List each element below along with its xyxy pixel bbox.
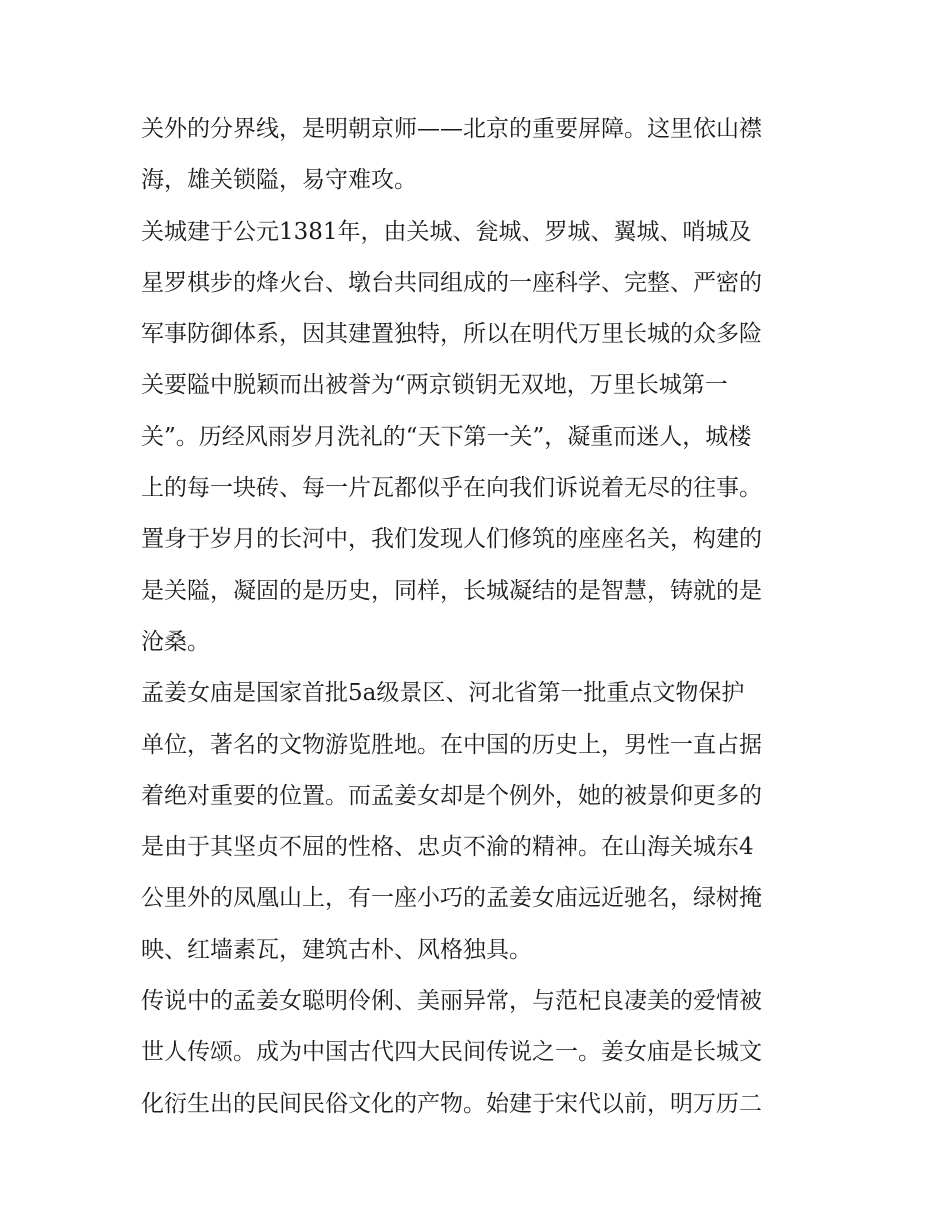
text-line: 是关隘，凝固的是历史，同样，长城凝结的是智慧，铸就的是 (141, 577, 762, 604)
text-line: 着绝对重要的位置。而孟姜女却是个例外，她的被景仰更多的 (141, 782, 762, 809)
text-line: 沧桑。 (141, 628, 210, 655)
text-line: 世人传颂。成为中国古代四大民间传说之一。姜女庙是长城文 (141, 1039, 762, 1066)
text-line: 公里外的凤凰山上，有一座小巧的孟姜女庙远近驰名，绿树掩 (141, 885, 762, 912)
text-line: 孟姜女庙是国家首批5a级景区、河北省第一批重点文物保护 (141, 680, 745, 707)
text-line: 星罗棋步的烽火台、墩台共同组成的一座科学、完整、严密的 (141, 269, 762, 296)
text-line: 海，雄关锁隘，易守难攻。 (141, 167, 417, 194)
text-line: 置身于岁月的长河中，我们发现人们修筑的座座名关，构建的 (141, 526, 762, 553)
text-line: 军事防御体系，因其建置独特，所以在明代万里长城的众多险 (141, 321, 762, 348)
text-line: 单位，著名的文物游览胜地。在中国的历史上，男性一直占据 (141, 731, 762, 758)
text-line: 上的每一块砖、每一片瓦都似乎在向我们诉说着无尽的往事。 (141, 475, 762, 502)
text-line: 化衍生出的民间民俗文化的产物。始建于宋代以前，明万历二 (141, 1090, 762, 1117)
text-line: 是由于其坚贞不屈的性格、忠贞不渝的精神。在山海关城东4 (141, 834, 754, 861)
text-line: 关外的分界线，是明朝京师——北京的重要屏障。这里依山襟 (141, 116, 762, 142)
text-line: 传说中的孟姜女聪明伶俐、美丽异常，与范杞良凄美的爱情被 (141, 988, 762, 1015)
text-line: 映、红墙素瓦，建筑古朴、风格独具。 (141, 936, 532, 963)
text-line: 关城建于公元1381年，由关城、瓮城、罗城、翼城、哨城及 (141, 218, 752, 245)
text-line: 关要隘中脱颖而出被誉为“两京锁钥无双地，万里长城第一 (141, 372, 728, 399)
text-line: 关”。历经风雨岁月洗礼的“天下第一关”，凝重而迷人，城楼 (141, 423, 752, 450)
body-text (141, 104, 821, 1130)
